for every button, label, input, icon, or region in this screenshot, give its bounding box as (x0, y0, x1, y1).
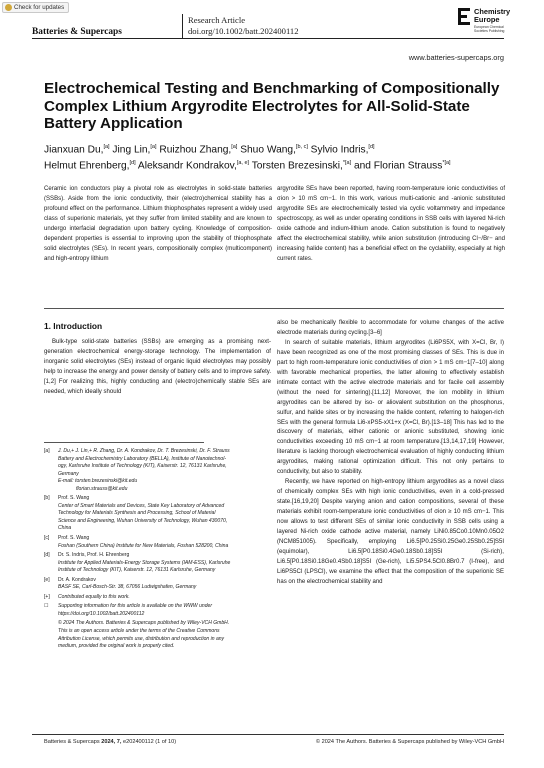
footer-copyright: © 2024 The Authors. Batteries & Supercaps published by Wiley-VCH GmbH (315, 739, 504, 745)
footer-journal: Batteries & Supercaps (44, 739, 100, 745)
footnote-item (44, 577, 272, 592)
author-affiliation: [d] (368, 144, 375, 150)
abstract-right-column: argyrodite SEs have been reported, having room-temperature ionic conductivities of σion > 10 mS cm−1. In this work, various multi-cationic and -anionic substituted argyrodite SEs are electrochemically tested via cyclic voltammetry and impedance spectroscopy, as well as under operating conditions in SSB cells with layered Ni-rich oxide cathode and indium-lithium anode. Cation substitution is found to negatively affect the electrochemical stability, while anion substitution (introducing Cl−/Br− and increasing halide content) has a beneficial effect on the cyclability, especially at high current rates. (277, 186, 505, 262)
author-name: Aleksandr Kondrakov, (135, 160, 237, 172)
supporting-info-icon: ☐ (44, 603, 49, 610)
abstract-left-column: Ceramic ion conductors play a pivotal role as electrolytes in solid-state batteries (SSBs). Aside from the ionic conductivity, their (electro)chemical stability has a profound effect on the performance. Lithium thiophosphates represent a widely used class of superionic materials, yet they suffer from limited stability and are known to undergo interfacial degradation upon battery cycling. Knowledge of composition-dependent properties is essential to improving upon the stability of thiophosphate solid electrolytes (SEs). In recent years, compositionally complex (multicomponent) and high-entropy lithium (44, 186, 272, 262)
body-paragraph: Bulk-type solid-state batteries (SSBs) are emerging as a promising next-generation electrochemical energy-storage technology. The implementation of inorganic solid electrolytes (SEs) instead of organic liquid electrolytes may possibly help to increase the energy and power density of battery cells and to improve safety.[1,2] For realizing this, highly conducting and (electro)chemically stable SEs are needed, which ideally should (44, 339, 271, 395)
footnote-line: J. Du,+ J. Lin,+ R. Zhang, Dr. A. Kondrakov, Dr. T. Brezesinski, Dr. F. Strauss (58, 448, 230, 454)
footnote-item (44, 535, 272, 550)
author-name: Helmut Ehrenberg, (44, 160, 130, 172)
footnote-line: BASF SE, Carl-Bosch-Str. 38, 67056 Ludwigshafen, Germany (58, 584, 197, 591)
section-heading-introduction: 1. Introduction (44, 321, 103, 331)
author-affiliation: [a] (150, 144, 157, 150)
footnote-line: Technology for Materials Synthesis and Processing, School of Material (58, 510, 216, 517)
footer-citation (44, 739, 176, 745)
author-affiliation: [a, e] (236, 159, 250, 166)
body-left-column (44, 338, 271, 398)
author-affiliation: [a] (231, 144, 238, 150)
footnote-text (58, 603, 272, 618)
footnote-label: [a] (44, 448, 50, 454)
publisher-sub-line2: Societies Publishing (474, 29, 505, 33)
author-affiliation: [d] (129, 159, 136, 166)
author-name: and Florian Strauss (351, 160, 443, 172)
body-paragraph: In search of suitable materials, lithium argyrodites (Li6PS5X, with X=Cl, Br, I) have been recognized as one of the most promising classes of SEs. This is due in part to high room-temperature ionic conductivities of σion > 1 mS cm−1[7–10] along with favorable mechanical properties, the latter allowing to effectively establish intimate contact with the active electrode materials and for facile cell assembly (without the need for sintering).[11,12] Moreover, the ion mobility in lithium argyrodites can be altered by iso- or aliovalent substitution on the phosphorus, sulfur, and halide sites or by increasing the halide content, referring to halogen-rich SEs with the general formula Li6-xPS5-xX1+x (X=Cl, Br).[13–18] This has led to the discovery of materials, either cationic or anionic substituted, showing ionic conductivities exceeding 10 mS cm−1 at room temperature.[13,14,17,19] However, literature is lacking thorough electrochemical evaluation of highly conducting lithium argyrodites, making rational optimization difficult. This not only pertains to conductivity, but also to stability. (277, 339, 504, 476)
body-paragraph: also be mechanically flexible to accommodate for volume changes of the active electrode materials during cycling.[3–6] (277, 320, 504, 336)
footnote-label: [b] (44, 495, 50, 502)
footnote-line: medium, provided the original work is properly cited. (58, 643, 175, 650)
supporting-info-link[interactable]: https://doi.org/10.1002/batt.202400112 (58, 610, 145, 617)
footnote-text (58, 535, 272, 550)
header-divider (182, 14, 183, 39)
update-icon (5, 4, 12, 11)
author-list (44, 141, 504, 173)
footnote-email[interactable]: E-mail: torsten.brezesinski@kit.edu (58, 478, 138, 485)
author-name: Shuo Wang, (237, 144, 296, 156)
article-type: Research Article (188, 15, 246, 25)
footnote-text (58, 577, 272, 592)
footnote-text (58, 620, 272, 650)
article-doi[interactable]: doi.org/10.1002/batt.202400112 (188, 26, 299, 36)
footnote-line: Attribution License, which permits use, distribution and reproduction in any (58, 635, 225, 642)
publisher-name (474, 8, 510, 24)
footer-rule (32, 734, 504, 735)
footnote-line: Supporting information for this article is available on the WWW under (58, 603, 212, 610)
footnote-item (44, 594, 272, 602)
footnote-head: Prof. S. Wang (58, 495, 90, 502)
footnote-line: Center of Smart Materials and Devices, State Key Laboratory of Advanced (58, 502, 225, 509)
footnote-label: [e] (44, 576, 50, 583)
footnote-item (44, 552, 272, 575)
author-name: Torsten Brezesinski, (249, 160, 343, 172)
author-name: Jing Lin, (109, 144, 151, 156)
footnote-item (44, 620, 272, 650)
footnote-head: Prof. S. Wang (58, 535, 90, 542)
footnote-line: This is an open access article under the terms of the Creative Commons (58, 628, 220, 635)
footnote-line: Germany (58, 470, 79, 477)
journal-website-link[interactable]: www.batteries-supercaps.org (408, 53, 504, 62)
footnote-label: [d] (44, 552, 50, 559)
footnote-divider (44, 442, 204, 443)
footnote-head: Dr. S. Indris, Prof. H. Ehrenberg (58, 552, 130, 559)
footnote-label: [c] (44, 535, 50, 542)
author-name: Sylvio Indris, (307, 144, 369, 156)
footnote-line: Institute of Technology (KIT), Kaiserstr. 12, 76131 Karlsruhe, Germany (58, 567, 216, 574)
footnote-email[interactable]: florian.strauss@kit.edu (76, 485, 128, 492)
author-affiliation: [a] (103, 144, 110, 150)
section-divider (44, 308, 504, 309)
author-affiliation: *[a] (342, 159, 352, 166)
footnote-item (44, 448, 272, 493)
footnote-label: [+] (44, 593, 50, 600)
footnote-label (44, 620, 58, 650)
footer-year-volume: 2024, 7, (101, 739, 122, 745)
body-right-column (277, 319, 504, 588)
header-rule (32, 38, 504, 39)
publisher-sub-line1: European Chemical (474, 25, 504, 29)
footnote-line: Science and Engineering, Wuhan University of Technology, Wuhan 430070, (58, 517, 228, 524)
footnote-item (44, 495, 272, 533)
publisher-name-line1: Chemistry (474, 7, 511, 16)
footnote-line: China (58, 525, 72, 532)
footer-article-id: e202400112 (1 of 10) (123, 739, 177, 745)
publisher-name-line2: Europe (474, 15, 500, 24)
footnote-line: Institute for Applied Materials-Energy Storage Systems (IAM-ESS), Karlsruhe (58, 559, 231, 566)
footnote-line: Contributed equally to this work. (58, 593, 130, 600)
footnote-head: Dr. A. Kondrakov (58, 576, 96, 583)
footnote-line: © 2024 The Authors. Batteries & Supercaps published by Wiley-VCH GmbH. (58, 620, 230, 627)
footnote-line: Battery and Electrochemistry Laboratory (BELLA), Institute of Nanotechnol- (58, 455, 227, 462)
check-for-updates-badge[interactable] (2, 2, 69, 13)
footnote-line: Foshan (Southern China) Institute for New Materials, Foshan 528200, China (58, 542, 229, 549)
footnote-text (58, 594, 272, 602)
article-title: Electrochemical Testing and Benchmarking of Compositionally Complex Lithium Argyrodite Electrolytes for All-Solid-State Battery Application (44, 80, 500, 133)
footnote-text (58, 552, 272, 575)
footnote-text (58, 495, 272, 533)
publisher-subtitle (474, 25, 504, 33)
check-updates-label: Check for updates (14, 4, 65, 11)
footnote-text (58, 448, 272, 493)
chemistry-europe-logo-icon (458, 8, 470, 25)
author-name: Ruizhou Zhang, (156, 144, 232, 156)
footnote-item (44, 603, 272, 618)
author-name: Jianxuan Du, (44, 144, 104, 156)
affiliation-footnotes (44, 448, 272, 653)
body-paragraph: Recently, we have reported on high-entropy lithium argyrodites as a novel class of chemically complex SEs with high ionic conductivities, even in a cold-pressed state.[16,19,20] Despite varying anion and cation compositions, several of these materials exhibit room-temperature ionic conductivities of σion ≥ 10 mS cm−1. This now allows to test different SEs of similar ionic conductivity in SSB cells using a layered Ni-rich oxide cathode active material, namely LiNi0.85Co0.10Mn0.05O2 (NCM851005). Specifically, employing Li6.5[P0.25Si0.25Ge0.25Sb0.25]S5I (equimolar), Li6.5[P0.18Si0.4Ge0.18Sb0.18]S5I (Si-rich), Li6.5[P0.18Si0.18Ge0.4Sb0.18]S5I (Ge-rich), Li5.5PS4.5Cl0.8Br0.7 (I-free), and Li6PS5Cl (LPSCl), we examine the effect that the composition of the superionic SE has on the electrochemical stability and (277, 479, 504, 585)
footnote-line: ogy, Karlsruhe Institute of Technology (KIT), Kaiserstr. 12, 76131 Karlsruhe, (58, 463, 227, 470)
author-affiliation: *[a] (442, 159, 451, 166)
author-affiliation: [b, c] (295, 144, 308, 150)
journal-name: Batteries & Supercaps (32, 27, 122, 37)
